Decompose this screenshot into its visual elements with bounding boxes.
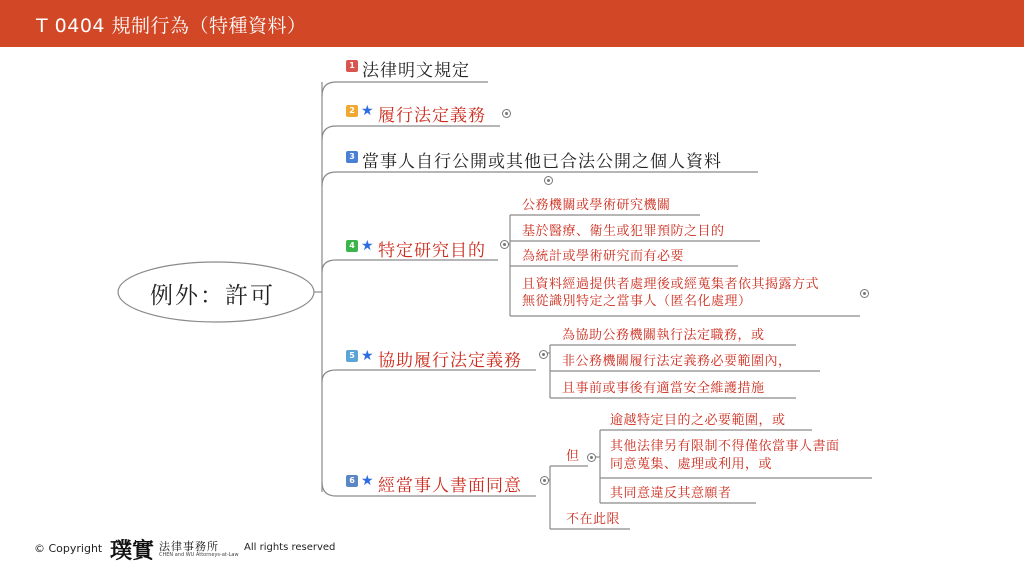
b5-child-1[interactable]: 為協助公務機關執行法定職務，或 bbox=[562, 328, 765, 343]
branch-5-label[interactable]: 協助履行法定義務 bbox=[378, 351, 522, 371]
but-child-2-line-2[interactable]: 同意蒐集、處理或利用，或 bbox=[610, 457, 773, 472]
expand-toggle-icon[interactable] bbox=[860, 289, 869, 298]
star-icon: ★ bbox=[361, 103, 374, 119]
b5-child-3[interactable]: 且事前或事後有適當安全維護措施 bbox=[562, 381, 765, 396]
branch-5-line bbox=[322, 370, 536, 382]
but-child-1[interactable]: 逾越特定目的之必要範圍，或 bbox=[610, 413, 786, 428]
branch-2-label[interactable]: 履行法定義務 bbox=[378, 106, 486, 126]
collapse-toggle-icon[interactable] bbox=[500, 240, 509, 249]
b4-child-1[interactable]: 公務機關或學術研究機關 bbox=[522, 198, 671, 213]
b6-but-label[interactable]: 但 bbox=[566, 449, 580, 464]
branch-1-line bbox=[322, 82, 488, 96]
collapse-toggle-icon[interactable] bbox=[540, 476, 549, 485]
b6-except-label[interactable]: 不在此限 bbox=[566, 512, 621, 527]
star-icon: ★ bbox=[361, 473, 374, 489]
firm-subtitle: CHEN and WU Attorneys-at-Law bbox=[159, 552, 239, 558]
branch-2-line bbox=[322, 126, 500, 140]
branch-1-label[interactable]: 法律明文規定 bbox=[362, 61, 470, 81]
firm-logo: 璞實 bbox=[110, 538, 155, 564]
expand-toggle-icon[interactable] bbox=[544, 176, 553, 185]
b4-child-2[interactable]: 基於醫療、衛生或犯罪預防之目的 bbox=[522, 224, 725, 239]
collapse-toggle-icon[interactable] bbox=[587, 453, 596, 462]
firm-name: 法律事務所 bbox=[159, 540, 219, 553]
branch-4-label[interactable]: 特定研究目的 bbox=[378, 241, 486, 261]
priority-4-icon: 4 bbox=[346, 240, 358, 252]
branch-4-line bbox=[322, 260, 498, 272]
but-child-2-line-1[interactable]: 其他法律另有限制不得僅依當事人書面 bbox=[610, 439, 840, 454]
b4-child-3[interactable]: 為統計或學術研究而有必要 bbox=[522, 249, 685, 264]
b4-child-4-line-2[interactable]: 無從識別特定之當事人（匿名化處理） bbox=[522, 294, 752, 309]
root-node[interactable]: 例外：許可 bbox=[150, 283, 275, 309]
page-title: T 0404 規制行為（特種資料） bbox=[36, 15, 307, 37]
priority-3-icon: 3 bbox=[346, 151, 358, 163]
copyright-text: © Copyright bbox=[34, 542, 103, 555]
star-icon: ★ bbox=[361, 348, 374, 364]
but-child-3[interactable]: 其同意違反其意願者 bbox=[610, 486, 732, 501]
b5-child-2[interactable]: 非公務機關履行法定義務必要範圍內， bbox=[562, 354, 792, 369]
star-icon: ★ bbox=[361, 238, 374, 254]
branch-3-line bbox=[322, 172, 758, 186]
priority-1-icon: 1 bbox=[346, 60, 358, 72]
expand-toggle-icon[interactable] bbox=[502, 109, 511, 118]
priority-2-icon: 2 bbox=[346, 105, 358, 117]
branch-6-label[interactable]: 經當事人書面同意 bbox=[378, 476, 522, 496]
priority-5-icon: 5 bbox=[346, 350, 358, 362]
priority-6-icon: 6 bbox=[346, 475, 358, 487]
branch-3-label[interactable]: 當事人自行公開或其他已合法公開之個人資料 bbox=[362, 152, 722, 172]
rights-text: All rights reserved bbox=[244, 542, 336, 553]
collapse-toggle-icon[interactable] bbox=[539, 350, 548, 359]
b4-child-4-line-1[interactable]: 且資料經過提供者處理後或經蒐集者依其揭露方式 bbox=[522, 277, 820, 292]
